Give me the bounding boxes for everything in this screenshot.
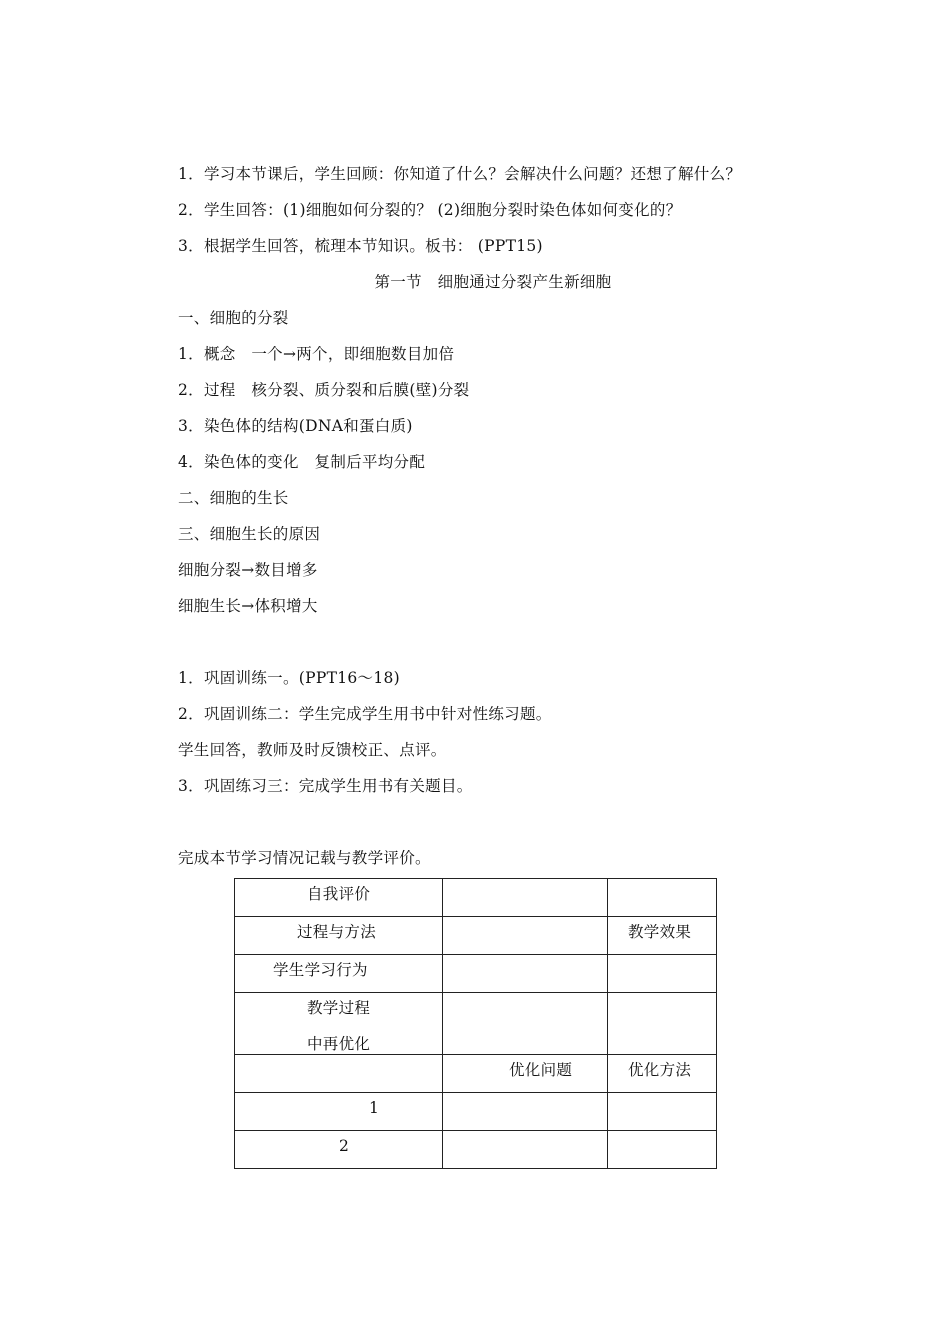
table-cell: [443, 917, 608, 955]
table-row: [235, 917, 717, 955]
table-cell: [443, 879, 608, 917]
table-cell: [608, 1131, 717, 1169]
table-cell: [608, 917, 717, 955]
practice-line-1: 1．巩固训练一。(PPT16～18): [178, 669, 400, 687]
cell-row-number-2: 2: [339, 1137, 350, 1155]
practice-line-3: 学生回答，教师及时反馈校正、点评。: [178, 741, 447, 759]
table-cell: [235, 1131, 443, 1169]
board-title: 第一节 细胞通过分裂产生新细胞: [374, 273, 612, 291]
table-row: [235, 879, 717, 917]
table-cell: [608, 1055, 717, 1093]
board-section-1: 一、细胞的分裂: [178, 309, 289, 327]
table-row: [235, 1131, 717, 1169]
cell-optimize-method: 优化方法: [628, 1061, 692, 1079]
review-line-1: 1．学习本节课后，学生回顾：你知道了什么？会解决什么问题？还想了解什么？: [178, 165, 742, 183]
cell-student-behavior: 学生学习行为: [273, 961, 368, 979]
cell-optimize-problem: 优化问题: [509, 1061, 573, 1079]
practice-line-2: 2．巩固训练二：学生完成学生用书中针对性练习题。: [178, 705, 552, 723]
table-cell: [235, 1093, 443, 1131]
cell-process-method: 过程与方法: [297, 923, 377, 941]
cell-teaching-effect: 教学效果: [628, 923, 692, 941]
evaluation-intro: 完成本节学习情况记载与教学评价。: [178, 849, 431, 867]
board-item-4: 4．染色体的变化 复制后平均分配: [178, 453, 426, 471]
board-reason-1: 细胞分裂→数目增多: [178, 561, 318, 579]
board-section-2: 二、细胞的生长: [178, 489, 289, 507]
practice-line-4: 3．巩固练习三：完成学生用书有关题目。: [178, 777, 473, 795]
table-cell: [608, 955, 717, 993]
table-row: [235, 955, 717, 993]
cell-reoptimize-line-1: 教学过程: [307, 999, 371, 1017]
table-cell: [608, 1093, 717, 1131]
board-reason-2: 细胞生长→体积增大: [178, 597, 318, 615]
cell-row-number-1: 1: [369, 1099, 380, 1117]
evaluation-table: [234, 878, 717, 1169]
cell-self-evaluation: 自我评价: [307, 885, 371, 903]
table-cell: [235, 1055, 443, 1093]
review-line-2: 2．学生回答：(1)细胞如何分裂的？ (2)细胞分裂时染色体如何变化的？: [178, 201, 682, 219]
table-cell: [235, 879, 443, 917]
table-cell: [443, 1055, 608, 1093]
review-line-3: 3．根据学生回答，梳理本节知识。板书： (PPT15): [178, 237, 543, 255]
table-cell: [608, 879, 717, 917]
table-row: [235, 993, 717, 1055]
board-item-3: 3．染色体的结构(DNA和蛋白质): [178, 417, 413, 435]
table-cell: [443, 993, 608, 1055]
table-cell: [608, 993, 717, 1055]
board-item-2: 2．过程 核分裂、质分裂和后膜(壁)分裂: [178, 381, 470, 399]
table-row: [235, 1093, 717, 1131]
table-cell: [235, 917, 443, 955]
table-cell: [235, 955, 443, 993]
table-cell: [443, 1093, 608, 1131]
table-cell: [443, 955, 608, 993]
board-section-3: 三、细胞生长的原因: [178, 525, 321, 543]
table-cell: [235, 993, 443, 1055]
cell-reoptimize-line-2: 中再优化: [307, 1035, 371, 1053]
table-row: [235, 1055, 717, 1093]
table-cell: [443, 1131, 608, 1169]
board-item-1: 1．概念 一个→两个，即细胞数目加倍: [178, 345, 455, 363]
